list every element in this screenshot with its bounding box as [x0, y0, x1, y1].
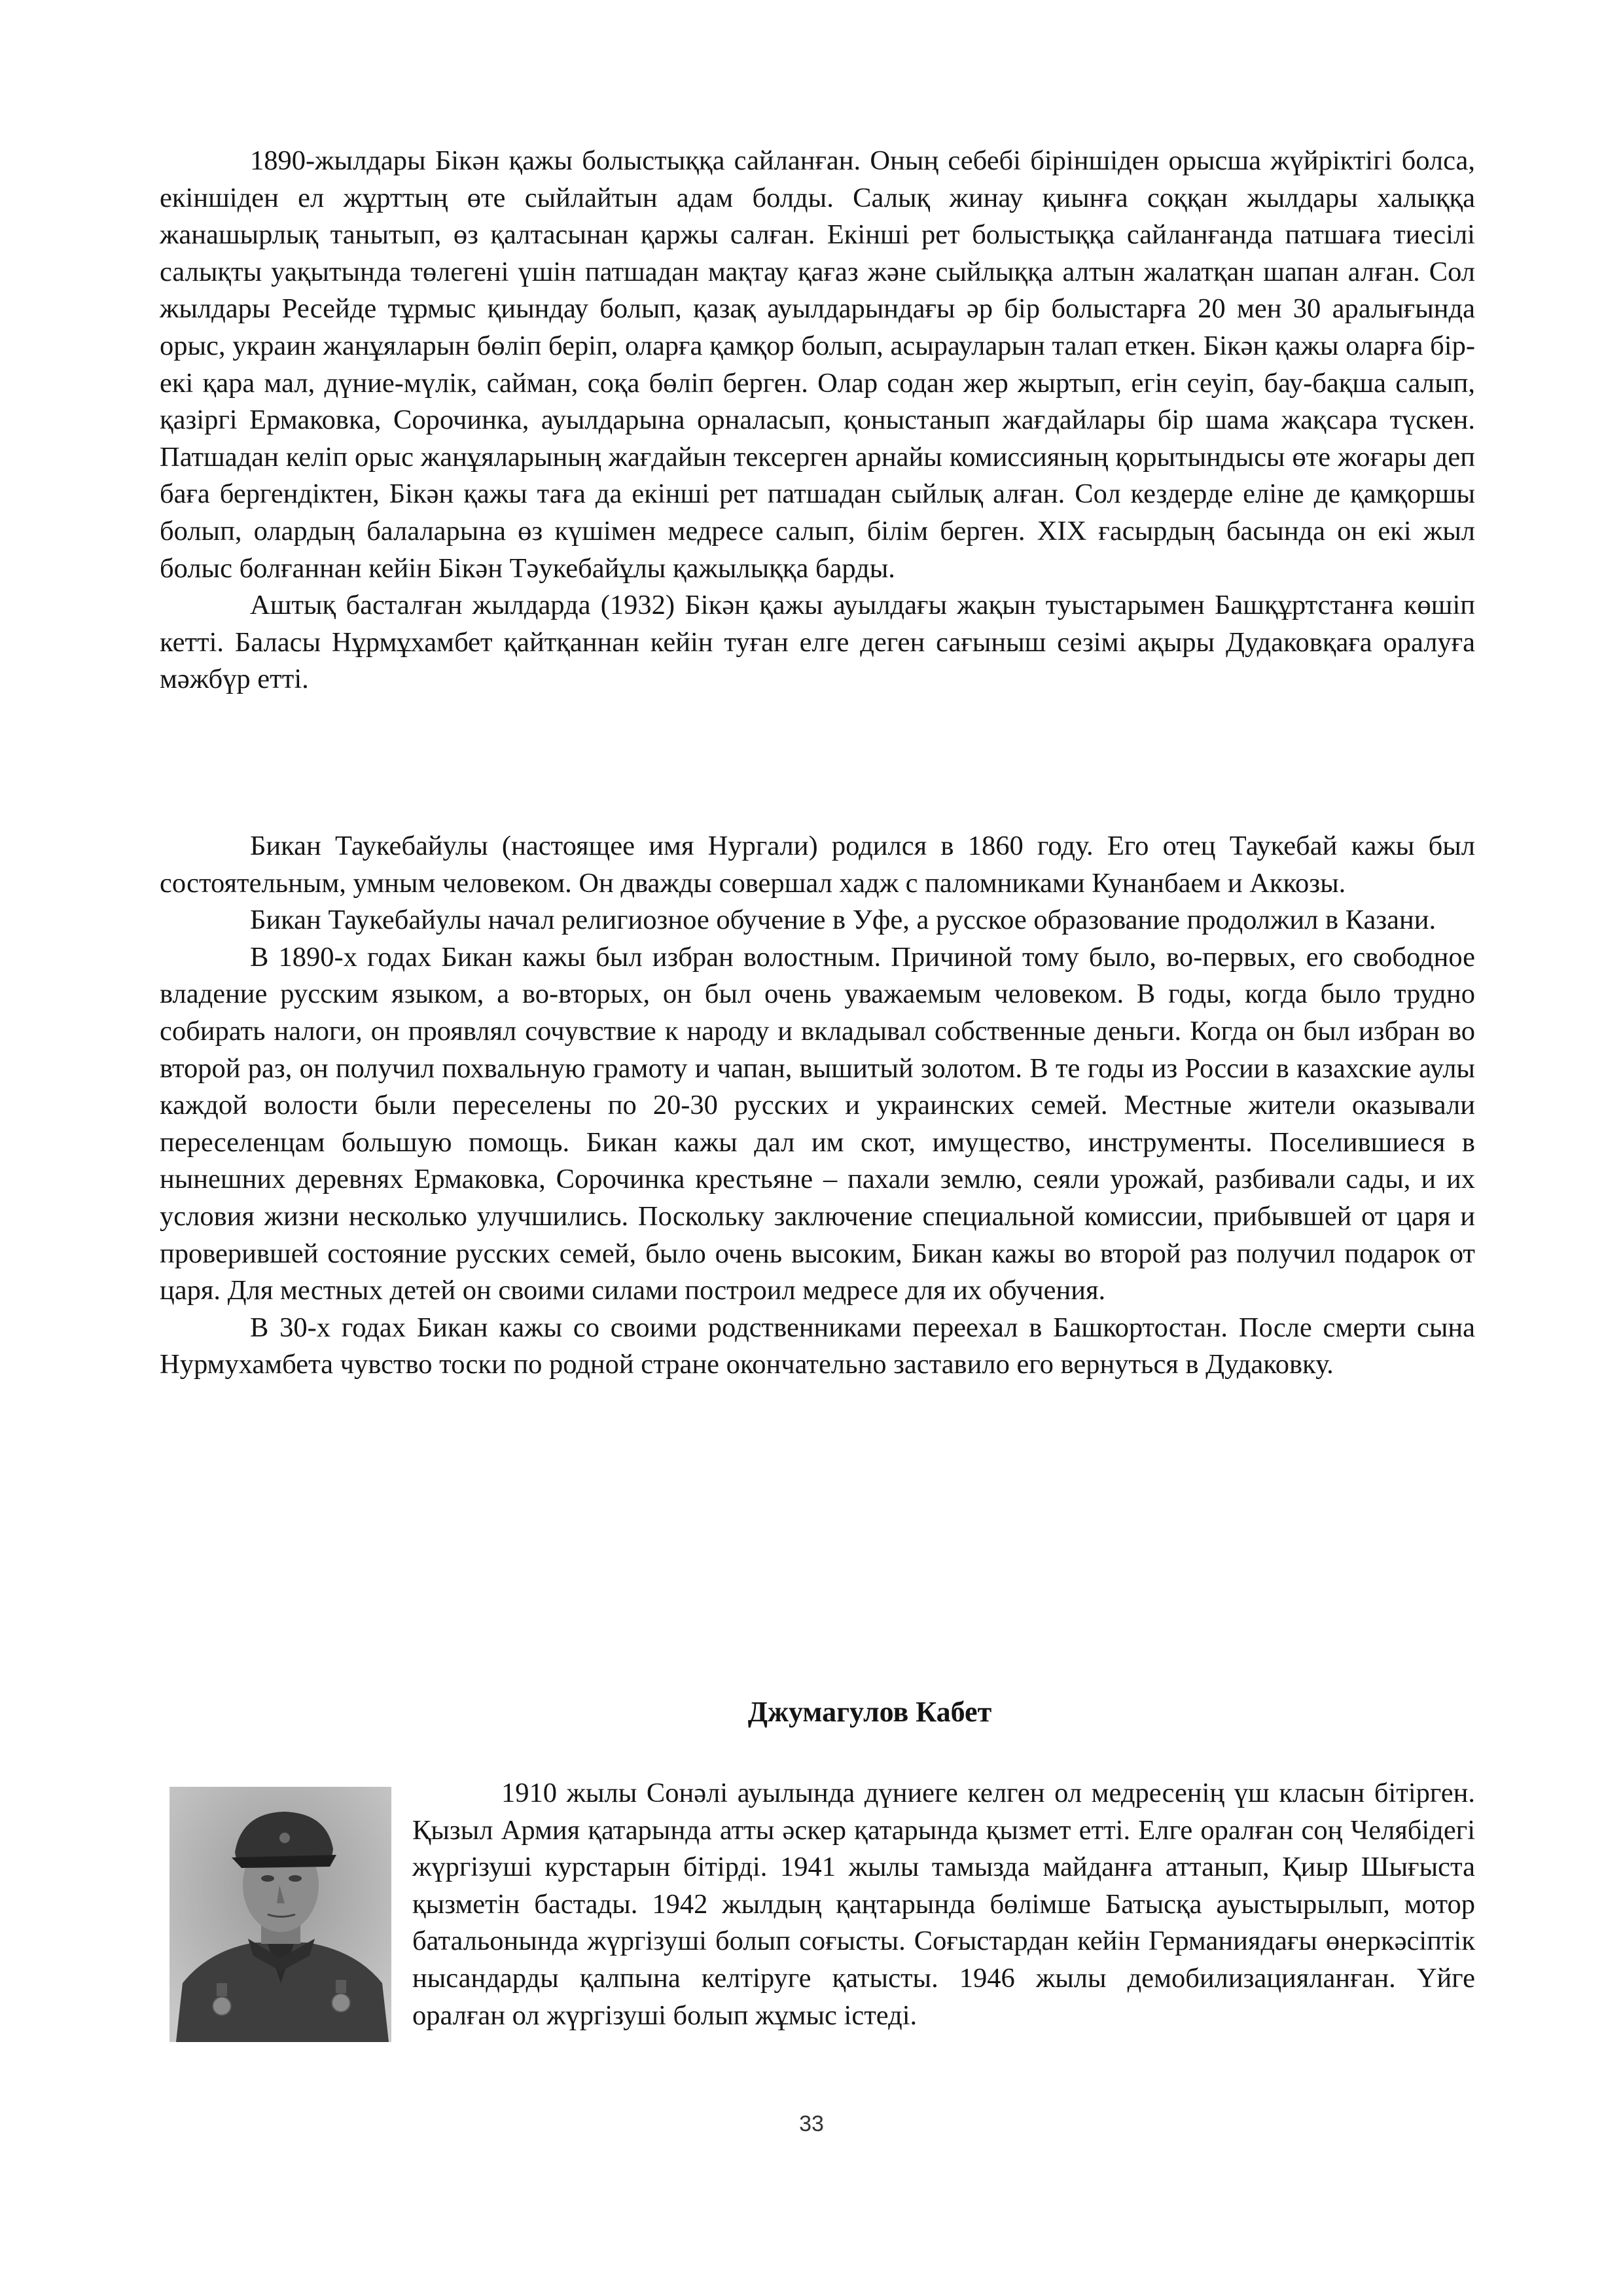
section-heading: Джумагулов Кабет [747, 1696, 992, 1728]
kazakh-text-section [160, 143, 1475, 698]
russian-text-section [160, 828, 1475, 1384]
portrait-photo-icon [169, 1787, 391, 2042]
profile-bio [412, 1775, 1475, 2034]
russian-paragraph: Бикан Таукебайулы начал религиозное обучение в Уфе, а русское образование продолжил в Казани. [250, 905, 1436, 936]
page-number: 33 [799, 2111, 824, 2136]
russian-paragraph: Бикан Таукебайулы (настоящее имя Нургали) родился в 1860 году. Его отец Таукебай кажы был состоятельным, умным человеком. Он дважды совершал хадж с паломниками Кунанбаем и Аккозы. [160, 831, 1475, 899]
russian-paragraph: В 30-х годах Бикан кажы со своими родственниками переехал в Башкортостан. После смерти сына Нурмухамбета чувство тоски по родной стране окончательно заставило его вернуться в Дудаковку. [160, 1312, 1475, 1380]
kazakh-paragraph: 1890-жылдары Бікән қажы болыстыққа сайланған. Оның себебі біріншіден орысша жүйріктігі болса, екіншіден ел жұрттың өте сыйлайтын адам болды. Салық жинау қиынға соққан жылдары халыққа жанашырлық танытып, өз қалтасынан қаржы салған. Екінші рет болыстыққа сайланғанда патшаға тиесілі салықты уақытында төлегені үшін патшадан мақтау қағаз және сыйлыққа алтын жалатқан шапан алған. Сол жылдары Ресейде тұрмыс қиындау болып, қазақ ауылдарындағы әр бір болыстарға 20 мен 30 аралығында орыс, украин жанұяларын бөліп беріп, оларға қамқор болып, асырауларын талап еткен. Бікән қажы оларға бір-екі қара мал, дүние-мүлік, сайман, соқа бөліп берген. Олар содан жер жыртып, егін сеуіп, бау-бақша салып, қазіргі Ермаковка, Сорочинка, ауылдарына орналасып, қоныстанып жағдайлары бір шама жақсара түскен. Патшадан келіп орыс жанұяларының жағдайын тексерген арнайы комиссияның қорытындысы өте жоғары деп баға бергендіктен, Бікән қажы таға да екінші рет патшадан сыйлық алған. Сол кездерде еліне де қамқоршы болып, олардың балаларына өз күшімен медресе салып, білім берген. XIX ғасырдың басында он екі жыл болыс болғаннан кейін Бікән Тәукебайұлы қажылыққа барды. [160, 145, 1475, 584]
russian-paragraph: В 1890-х годах Бикан кажы был избран волостным. Причиной тому было, во-первых, его свободное владение русским языком, а во-вторых, он был очень уважаемым человеком. В годы, когда было трудно собирать налоги, он проявлял сочувствие к народу и вкладывал собственные деньги. Когда он был избран во второй раз, он получил похвальную грамоту и чапан, вышитый золотом. В те годы из России в казахские аулы каждой волости были переселены по 20-30 русских и украинских семей. Местные жители оказывали переселенцам большую помощь. Бикан кажы дал им скот, имущество, инструменты. Поселившиеся в нынешних деревнях Ермаковка, Сорочинка крестьяне – пахали землю, сеяли урожай, разбивали сады, и их условия жизни несколько улучшились. Поскольку заключение специальной комиссии, прибывшей от царя и проверившей состояние русских семей, было очень высоким, Бикан кажы во второй раз получил подарок от царя. Для местных детей он своими силами построил медресе для их обучения. [160, 941, 1475, 1306]
profile-bio-text: 1910 жылы Сонәлі ауылында дүниеге келген ол медресенің үш класын бітірген. Қызыл Армия қатарында атты әскер қатарында қызмет етті. Елге оралған соң Челябідегі жүргізуші курстарын бітірді. 1941 жылы тамызда майданға аттанып, Қиыр Шығыста қызметін бастады. 1942 жылдың қаңтарында бөлімше Батысқа ауыстырылып, мотор батальонында жүргізуші болып соғысты. Соғыстардан кейін Германиядағы өнеркәсіптік нысандарды қалпына келтіруге қатысты. 1946 жылы демобилизацияланған. Үйге оралған ол жүргізуші болып жұмыс істеді. [412, 1778, 1475, 2031]
kazakh-paragraph: Аштық басталған жылдарда (1932) Бікән қажы ауылдағы жақын туыстарымен Башқұртстанға көшіп кетті. Баласы Нұрмұхамбет қайтқаннан кейін туған елге деген сағыныш сезімі ақыры Дудаковқаға оралуға мәжбүр етті. [160, 590, 1475, 695]
